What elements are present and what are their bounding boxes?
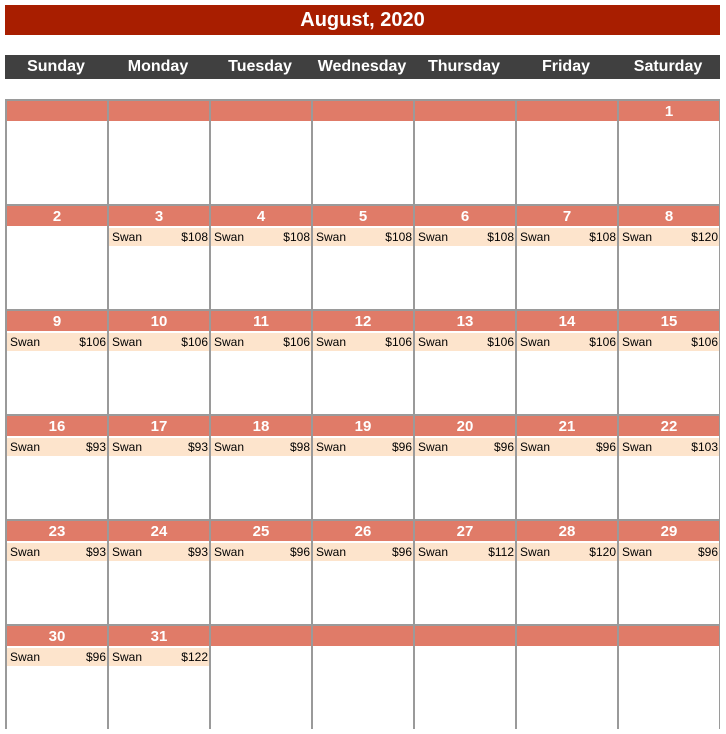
rate-entry [313,228,413,246]
day-number: 28 [517,521,617,541]
rate-entry [619,543,719,561]
rate-price: $96 [391,545,412,559]
rate-price: $106 [487,335,514,349]
day-cell-25 [211,521,311,624]
rate-entry [7,648,107,666]
weekday-thursday: Thursday [427,58,500,75]
day-number [211,626,311,646]
empty-day-cell [517,101,617,204]
rate-entry [415,543,515,561]
rate-entry [517,333,617,351]
day-cell-10 [109,311,209,414]
rate-entry [211,228,311,246]
rate-entry [517,228,617,246]
rate-price: $122 [181,650,208,664]
empty-day-cell [415,101,515,204]
rate-price: $112 [488,545,514,559]
rate-price: $106 [691,335,718,349]
day-number [619,626,719,646]
rate-entry [109,543,209,561]
rate-name: Swan [10,545,41,559]
day-cell-27 [415,521,515,624]
empty-day-cell [313,101,413,204]
day-number [415,626,515,646]
day-number: 31 [109,626,209,646]
day-number: 11 [211,311,311,331]
weekday-header-row [5,55,720,79]
day-cell-14 [517,311,617,414]
day-cell-16 [7,416,107,519]
day-number: 4 [211,206,311,226]
rate-price: $108 [181,230,208,244]
day-cell-29 [619,521,719,624]
empty-day-cell [211,626,311,729]
rate-entry [313,438,413,456]
rate-price: $93 [187,440,208,454]
rate-name: Swan [112,440,143,454]
rate-name: Swan [316,230,347,244]
day-number: 23 [7,521,107,541]
day-number [415,101,515,121]
day-number: 16 [7,416,107,436]
rate-name: Swan [214,335,245,349]
day-number: 1 [619,101,719,121]
day-number: 14 [517,311,617,331]
rate-entry [109,333,209,351]
weekday-saturday: Saturday [633,58,703,75]
empty-day-cell [7,101,107,204]
rate-name: Swan [10,335,41,349]
rate-entry [313,543,413,561]
weekday-friday: Friday [541,58,590,75]
day-number: 7 [517,206,617,226]
weekday-sunday: Sunday [27,58,85,75]
day-number: 27 [415,521,515,541]
rate-entry [415,228,515,246]
rate-name: Swan [112,650,143,664]
rate-price: $96 [595,440,616,454]
rate-entry [109,438,209,456]
day-cell-31 [109,626,209,729]
day-number [313,101,413,121]
rate-name: Swan [214,230,245,244]
day-number: 30 [7,626,107,646]
rate-entry [619,333,719,351]
rate-price: $120 [691,230,718,244]
rate-name: Swan [622,440,653,454]
rate-price: $108 [283,230,310,244]
day-number: 10 [109,311,209,331]
day-number: 22 [619,416,719,436]
rate-price: $106 [589,335,616,349]
rate-name: Swan [418,545,449,559]
empty-day-cell [619,626,719,729]
day-cell-1 [619,101,719,204]
empty-day-cell [517,626,617,729]
rate-entry [7,438,107,456]
rate-entry [517,543,617,561]
day-number: 12 [313,311,413,331]
day-cell-9 [7,311,107,414]
rate-price: $96 [85,650,106,664]
weekday-wednesday: Wednesday [317,58,407,75]
rate-price: $93 [187,545,208,559]
day-cell-26 [313,521,413,624]
day-number: 15 [619,311,719,331]
empty-day-cell [313,626,413,729]
day-cell-2 [7,206,107,309]
day-number: 19 [313,416,413,436]
day-cell-21 [517,416,617,519]
rate-price: $98 [289,440,310,454]
rate-name: Swan [214,545,245,559]
day-number: 5 [313,206,413,226]
day-number [517,626,617,646]
rate-price: $93 [85,545,106,559]
day-cell-23 [7,521,107,624]
day-cell-8 [619,206,719,309]
rate-name: Swan [112,545,143,559]
rate-price: $120 [589,545,616,559]
rate-name: Swan [622,545,653,559]
rate-name: Swan [10,650,41,664]
rate-price: $96 [697,545,718,559]
rate-price: $108 [385,230,412,244]
rate-price: $106 [283,335,310,349]
day-number: 9 [7,311,107,331]
calendar-title: August, 2020 [5,5,720,35]
day-cell-6 [415,206,515,309]
day-number: 25 [211,521,311,541]
rate-entry [619,228,719,246]
rate-name: Swan [520,335,551,349]
day-cell-5 [313,206,413,309]
calendar-grid [5,99,720,729]
rate-name: Swan [622,230,653,244]
day-cell-22 [619,416,719,519]
rate-name: Swan [418,335,449,349]
day-number: 20 [415,416,515,436]
weekday-monday: Monday [127,58,189,75]
rate-price: $103 [691,440,718,454]
rate-name: Swan [316,335,347,349]
empty-day-cell [109,101,209,204]
rate-price: $96 [493,440,514,454]
day-number: 8 [619,206,719,226]
day-cell-28 [517,521,617,624]
rate-entry [313,333,413,351]
rate-entry [109,648,209,666]
day-cell-24 [109,521,209,624]
rate-name: Swan [418,440,449,454]
day-number [7,101,107,121]
rate-price: $106 [181,335,208,349]
rate-name: Swan [520,440,551,454]
rate-entry [109,228,209,246]
rate-price: $96 [289,545,310,559]
day-cell-12 [313,311,413,414]
rate-name: Swan [112,230,143,244]
rate-name: Swan [214,440,245,454]
day-number: 2 [7,206,107,226]
rate-name: Swan [520,230,551,244]
day-cell-30 [7,626,107,729]
rate-entry [7,333,107,351]
rate-name: Swan [520,545,551,559]
day-number: 26 [313,521,413,541]
rate-price: $96 [391,440,412,454]
day-cell-11 [211,311,311,414]
day-cell-18 [211,416,311,519]
empty-day-cell [211,101,311,204]
rate-price: $93 [85,440,106,454]
day-cell-17 [109,416,209,519]
day-number: 3 [109,206,209,226]
rate-entry [517,438,617,456]
day-number: 29 [619,521,719,541]
empty-day-cell [415,626,515,729]
day-cell-4 [211,206,311,309]
rate-price: $108 [589,230,616,244]
rate-entry [415,333,515,351]
day-cell-20 [415,416,515,519]
day-number [517,101,617,121]
rate-entry [7,543,107,561]
rate-name: Swan [622,335,653,349]
rate-entry [415,438,515,456]
rate-name: Swan [112,335,143,349]
rate-price: $106 [79,335,106,349]
day-number: 17 [109,416,209,436]
day-number [109,101,209,121]
rate-entry [211,333,311,351]
rate-price: $108 [487,230,514,244]
day-cell-3 [109,206,209,309]
rate-name: Swan [418,230,449,244]
rate-entry [619,438,719,456]
rate-entry [211,543,311,561]
rate-price: $106 [385,335,412,349]
day-cell-7 [517,206,617,309]
day-cell-13 [415,311,515,414]
day-number: 21 [517,416,617,436]
weekday-tuesday: Tuesday [228,58,292,75]
day-number: 18 [211,416,311,436]
day-number [211,101,311,121]
day-number [313,626,413,646]
day-number: 13 [415,311,515,331]
rate-name: Swan [10,440,41,454]
rate-name: Swan [316,545,347,559]
day-number: 24 [109,521,209,541]
rate-entry [211,438,311,456]
day-number: 6 [415,206,515,226]
day-cell-19 [313,416,413,519]
day-cell-15 [619,311,719,414]
rate-name: Swan [316,440,347,454]
